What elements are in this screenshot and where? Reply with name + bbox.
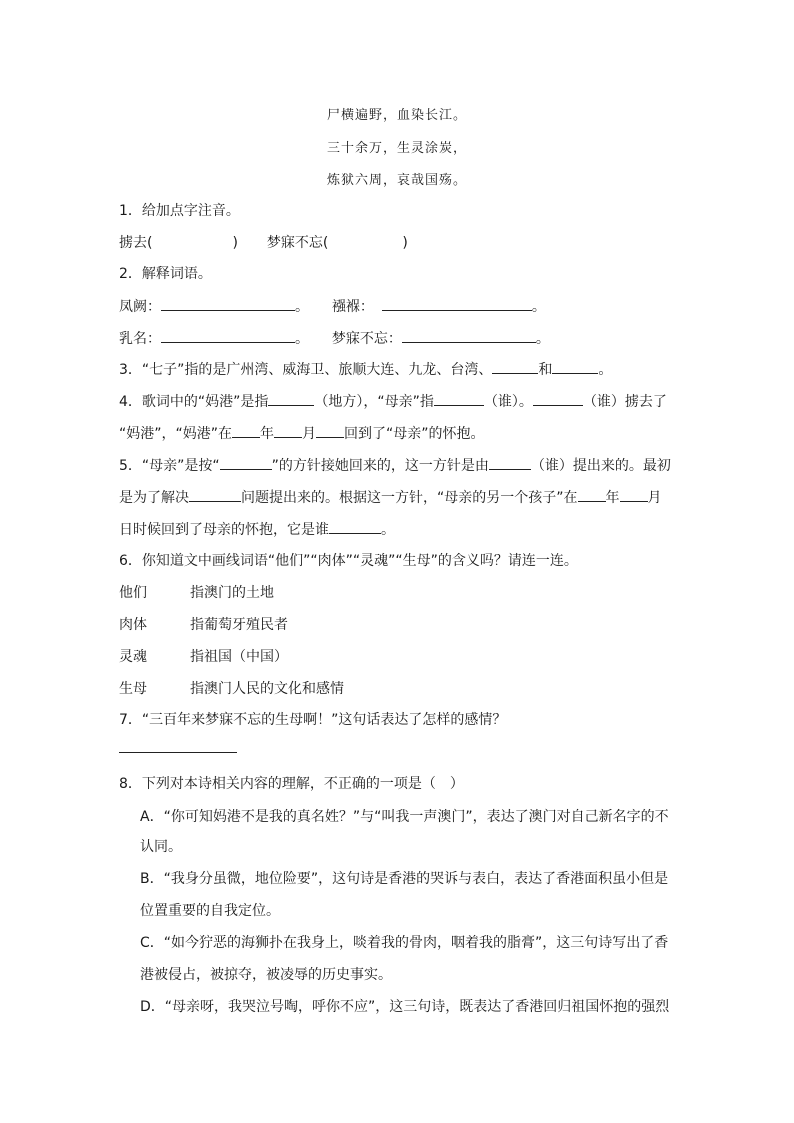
q6-right-1[interactable]: 指澳门的土地 [190,585,274,601]
q7-answer-line[interactable] [119,752,237,753]
answer-blank[interactable] [552,359,598,374]
q1-b: 梦寐不忘( [266,235,329,251]
q6-right-3[interactable]: 指祖国（中国） [190,649,288,665]
answer-blank[interactable] [402,328,536,343]
q8-option-a[interactable]: A．“你可知妈港不是我的真名姓？”与“叫我一声澳门”，表达了澳门对自己新名字的不 [140,809,669,825]
answer-blank[interactable] [274,423,302,438]
poem-line-1: 尸横遍野，血染长江。 [326,108,467,123]
answer-blank[interactable] [220,455,272,470]
q8-option-a-cont: 认同。 [140,839,182,855]
q2-line-2: 乳名： 。 梦寐不忘： 。 [119,328,550,348]
q5-line-1: 5．“母亲”是按“ ”的方针接她回来的，这一方针是由 （谁）提出来的。最初 [119,455,671,475]
answer-blank[interactable] [161,328,295,343]
q6-left-3[interactable]: 灵魂 [119,649,147,665]
q5-line-3: 日时候回到了母亲的怀抱，它是谁 。 [119,519,395,539]
q8-option-c[interactable]: C．“如今狞恶的海狮扑在我身上，啖着我的骨肉，咽着我的脂膏”，这三句诗写出了香 [140,935,669,951]
q3: 3．“七子”指的是广州湾、威海卫、旅顺大连、九龙、台湾、 和 。 [119,359,612,379]
answer-blank[interactable] [232,423,260,438]
answer-blank[interactable] [189,487,241,502]
q8-option-c-cont: 港被侵占，被掠夺，被凌辱的历史事实。 [140,967,392,983]
q6-right-2[interactable]: 指葡萄牙殖民者 [190,617,288,633]
q6-left-2[interactable]: 肉体 [119,617,147,633]
poem-line-2: 三十余万，生灵涂炭， [326,141,467,156]
q8-title: 8．下列对本诗相关内容的理解，不正确的一项是（ ） [119,776,464,792]
q2-title: 2．解释词语。 [119,266,212,282]
poem-line-3: 炼狱六周，哀哉国殇。 [326,173,467,188]
answer-blank[interactable] [329,519,381,534]
answer-blank[interactable] [492,359,538,374]
q4-line-2: “妈港”，“妈港”在 年 月 回到了“母亲”的怀抱。 [119,423,485,443]
answer-blank[interactable] [434,391,484,406]
answer-blank[interactable] [620,487,648,502]
answer-blank[interactable] [533,391,583,406]
answer-blank[interactable] [161,296,295,311]
q8-option-d[interactable]: D．“母亲呀，我哭泣号啕，呼你不应”，这三句诗，既表达了香港回归祖国怀抱的强烈 [140,999,670,1015]
q6-right-4[interactable]: 指澳门人民的文化和感情 [190,681,344,697]
q5-line-2: 是为了解决 问题提出来的。根据这一方针，“母亲的另一个孩子”在 年 月 [119,487,662,507]
q1-title: 1．给加点字注音。 [119,203,240,219]
q6-left-1[interactable]: 他们 [119,585,147,601]
answer-blank[interactable] [268,391,314,406]
q8-option-b[interactable]: B．“我身分虽微，地位险要”，这句诗是香港的哭诉与表白，表达了香港面积虽小但是 [140,871,669,887]
answer-blank[interactable] [578,487,606,502]
answer-blank[interactable] [489,455,531,470]
q7-title: 7．“三百年来梦寐不忘的生母啊！”这句话表达了怎样的感情？ [119,712,507,728]
q6-left-4[interactable]: 生母 [119,681,147,697]
q1-line: 掳去( ) 梦寐不忘( ) [119,235,408,251]
q8-option-b-cont: 位置重要的自我定位。 [140,903,280,919]
answer-blank[interactable] [316,423,344,438]
q6-title: 6．你知道文中画线词语“他们”“肉体”“灵魂”“生母”的含义吗？请连一连。 [119,553,578,569]
q4-line-1: 4．歌词中的“妈港”是指 （地方），“母亲”指 （谁）。 （谁）掳去了 [119,391,667,411]
q1-a: 掳去( [119,235,153,251]
q2-line-1: 凤阙： 。 襁褓： 。 [119,296,546,316]
answer-blank[interactable] [382,296,532,311]
